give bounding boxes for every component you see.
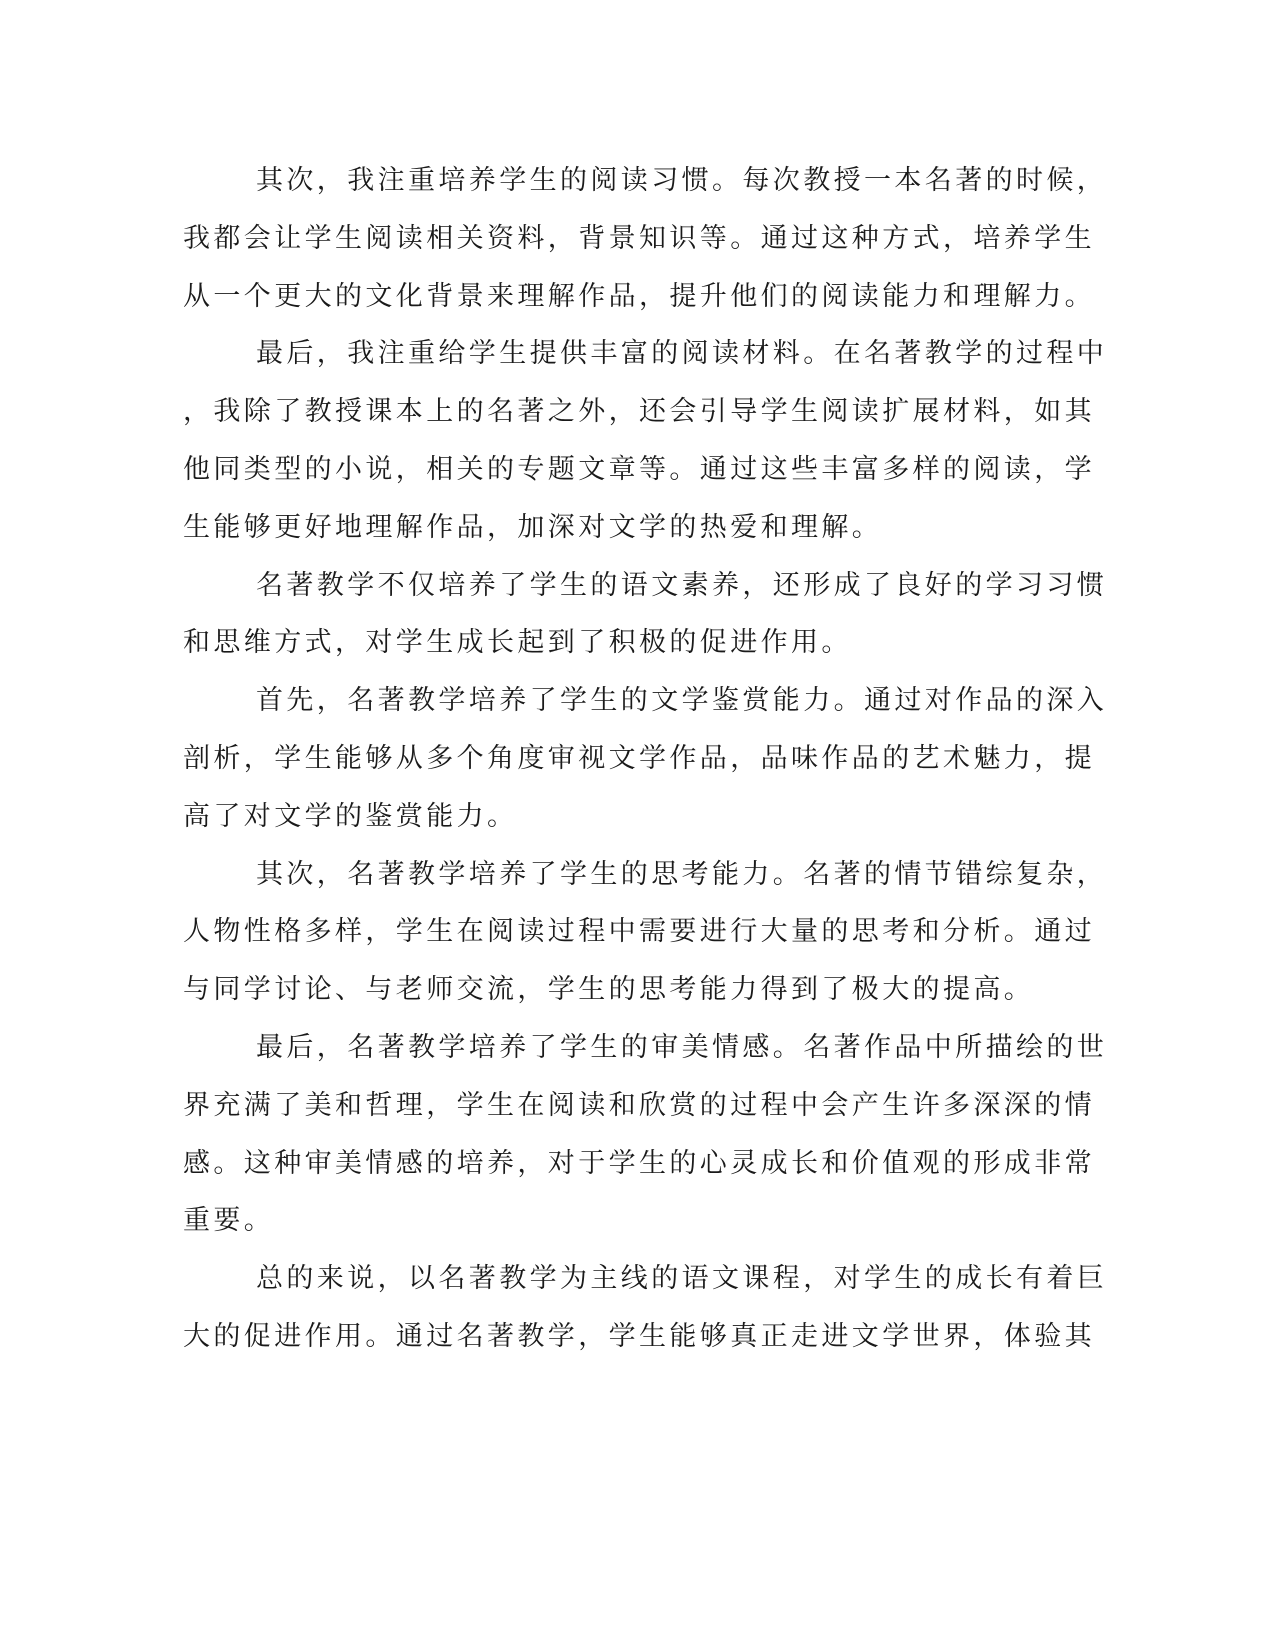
text-line: 界充满了美和哲理，学生在阅读和欣赏的过程中会产生许多深深的情 [183, 1089, 1095, 1121]
text-line: 剖析，学生能够从多个角度审视文学作品，品味作品的艺术魅力，提 [183, 742, 1095, 774]
text-line: 他同类型的小说，相关的专题文章等。通过这些丰富多样的阅读，学 [183, 453, 1095, 485]
text-line: ，我除了教授课本上的名著之外，还会引导学生阅读扩展材料，如其 [183, 396, 1095, 428]
text-line: 感。这种审美情感的培养，对于学生的心灵成长和价值观的形成非常 [183, 1147, 1095, 1179]
text-line: 人物性格多样，学生在阅读过程中需要进行大量的思考和分析。通过 [183, 916, 1095, 948]
text-line: 最后，名著教学培养了学生的审美情感。名著作品中所描绘的世 [256, 1031, 1108, 1063]
text-line: 重要。 [183, 1205, 275, 1237]
text-line: 生能够更好地理解作品，加深对文学的热爱和理解。 [183, 511, 883, 543]
text-line: 大的促进作用。通过名著教学，学生能够真正走进文学世界，体验其 [183, 1320, 1095, 1352]
text-line: 其次，我注重培养学生的阅读习惯。每次教授一本名著的时候， [256, 165, 1108, 196]
text-line: 我都会让学生阅读相关资料，背景知识等。通过这种方式，培养学生 [183, 222, 1095, 254]
text-line: 总的来说，以名著教学为主线的语文课程，对学生的成长有着巨 [256, 1263, 1108, 1295]
text-line: 名著教学不仅培养了学生的语文素养，还形成了良好的学习习惯 [256, 569, 1108, 601]
text-line: 和思维方式，对学生成长起到了积极的促进作用。 [183, 627, 852, 659]
text-line: 首先，名著教学培养了学生的文学鉴赏能力。通过对作品的深入 [256, 685, 1108, 717]
text-line: 与同学讨论、与老师交流，学生的思考能力得到了极大的提高。 [183, 974, 1035, 1006]
document-body [183, 152, 1108, 1366]
text-line: 高了对文学的鉴赏能力。 [183, 800, 518, 832]
text-line: 其次，名著教学培养了学生的思考能力。名著的情节错综复杂， [256, 858, 1108, 890]
text-line: 从一个更大的文化背景来理解作品，提升他们的阅读能力和理解力。 [183, 280, 1095, 312]
text-line: 最后，我注重给学生提供丰富的阅读材料。在名著教学的过程中 [256, 338, 1108, 370]
